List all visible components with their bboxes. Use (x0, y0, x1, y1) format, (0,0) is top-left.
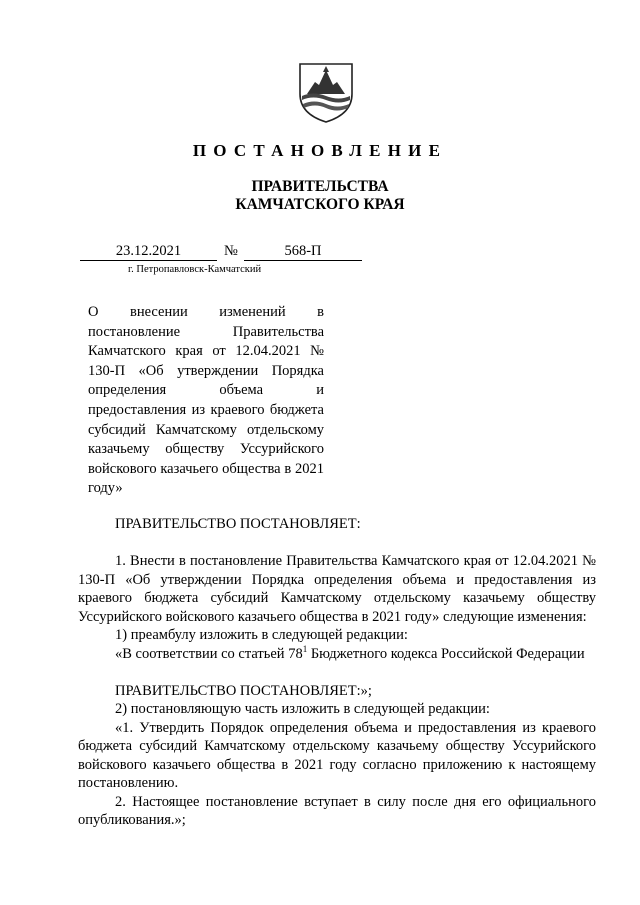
article-superscript: 1 (302, 643, 308, 654)
paragraph-3 (78, 645, 596, 664)
issuer-line-2: КАМЧАТСКОГО КРАЯ (235, 196, 405, 213)
paragraph-3-start: «В соответствии со статьей 78 (115, 645, 303, 662)
resolves-heading: ПРАВИТЕЛЬСТВО ПОСТАНОВЛЯЕТ: (115, 516, 361, 532)
paragraph-1: 1. Внести в постановление Правительства Камчатского края от 12.04.2021 № 130-П «Об утверждении Порядка определения объема и предоставления из краевого бюджета субсидий Камчатскому отдельскому казачьему обществу Уссурийского войскового казачьего общества в 2021 году» следующие изменения: (78, 553, 596, 625)
document-type-title: ПОСТАНОВЛЕНИЕ (192, 141, 448, 160)
paragraph-6: «1. Утвердить Порядок определения объема и предоставления из краевого бюджета субсидий Камчатскому отдельскому казачьему обществу Уссурийского войскового казачьего общества в 2021 году согласно приложению к настоящему постановлению. (78, 719, 596, 791)
paragraph-3-end: Бюджетного кодекса Российской Федерации (307, 645, 585, 662)
document-subject: О внесении изменений в постановление Правительства Камчатского края от 12.04.2021 № 130-П «Об утверждении Порядка определения объема и предоставления из краевого бюджета субсидий Камчатскому отдельскому казачьему обществу Уссурийского войскового казачьего общества в 2021 году» (88, 304, 324, 497)
document-number: 568-П (244, 242, 362, 261)
city-name: г. Петропавловск-Камчатский (128, 264, 262, 275)
coat-of-arms-emblem (297, 60, 355, 124)
number-sign: № (224, 243, 238, 259)
paragraph-2: 1) преамбулу изложить в следующей редакции: (115, 627, 408, 643)
paragraph-5: 2) постановляющую часть изложить в следующей редакции: (115, 701, 490, 717)
document-date: 23.12.2021 (80, 242, 217, 261)
paragraph-4: ПРАВИТЕЛЬСТВО ПОСТАНОВЛЯЕТ:»; (115, 682, 372, 699)
paragraph-7: 2. Настоящее постановление вступает в силу после дня его официального опубликования.»; (78, 793, 596, 828)
issuer-line-1: ПРАВИТЕЛЬСТВА (251, 178, 389, 195)
body-text (78, 515, 596, 830)
